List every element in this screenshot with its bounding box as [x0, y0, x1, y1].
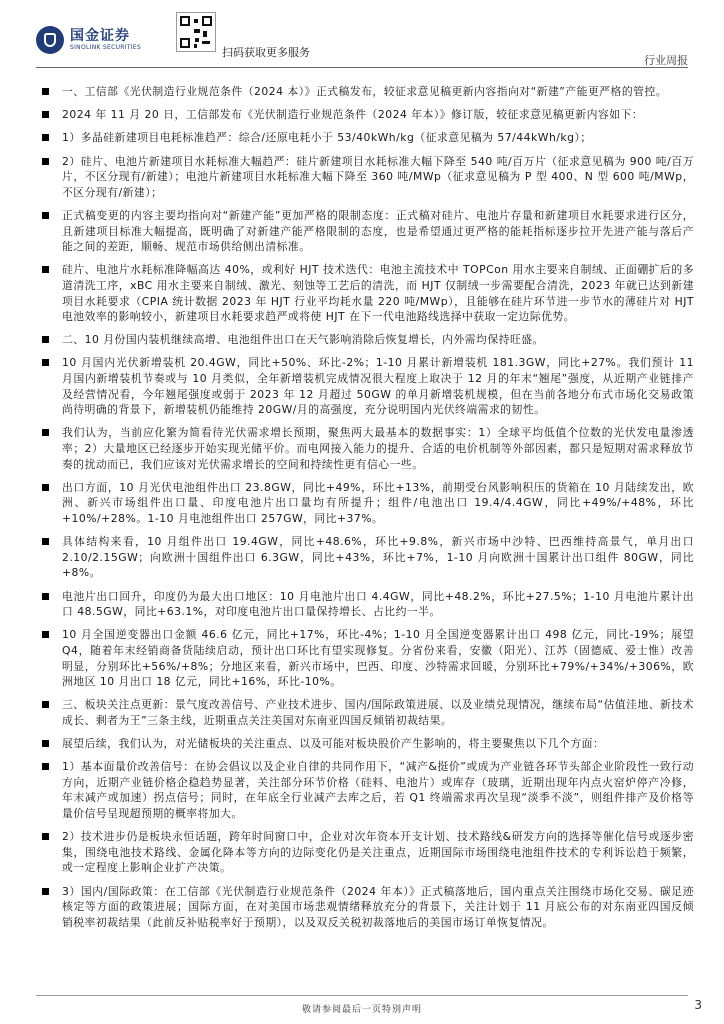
paragraph-text: 2024 年 11 月 20 日，工信部发布《光伏制造行业规范条件（2024 年本）》修订版，较征求意见稿更新内容如下：: [62, 108, 644, 122]
paragraph-text: 10 月国内光伏新增装机 20.4GW，同比+50%、环比-2%；1-10 月累计新增装机 181.3GW，同比+27%。我们预计 11 月国内新增装机节奏或与 10 月类似，全年新增装机完成情况很大程度上取决于 12 月的年末“翘尾”强度，从近期产业链排产及经营情况看，今年翘尾强度或弱于 2023 年 12 月超过 50GW 的单月新增装机规模，但在当前各地分布式市场化交易政策尚待明确的背景下，新增装机仍能维持 20GW/月的高强度，充分说明国内光伏终端需求的韧性。: [62, 356, 694, 417]
header-divider: [36, 67, 688, 68]
paragraph-text: 电池片出口回升，印度仍为最大出口地区：10 月电池片出口 4.4GW，同比+48.2%，环比+27.5%；1-10 月电池片累计出口 48.5GW，同比+63.1%，对印度电池片出口量保持增长、占比约一半。: [62, 589, 694, 619]
bullet-paragraph: [42, 130, 694, 146]
bullet-paragraph: [42, 84, 694, 100]
bullet-paragraph: [42, 627, 694, 689]
bullet-square-icon: [42, 429, 49, 436]
paragraph-text: 1）基本面量价改善信号：在协会倡议以及企业自律的共同作用下，“减产&挺价”或成为产业链各环节头部企业阶段性一致行动方向，近期产业链价格企稳趋势显著，关注部分环节价格（硅料、电池片）或库存（玻璃，近期出现年内点火窑炉停产冷修，年末减产或加速）拐点信号；同时，在年底全行业减产去库之后，若 Q1 终端需求再次呈现“淡季不淡”，则组件排产及价格等量价信号呈现超预期的概率将加大。: [62, 760, 694, 821]
footer-divider: [36, 995, 688, 996]
bullet-square-icon: [42, 593, 49, 600]
bullet-square-icon: [42, 888, 49, 895]
qr-code-icon[interactable]: [176, 12, 216, 52]
bullet-square-icon: [42, 740, 49, 747]
bullet-paragraph: [42, 759, 694, 821]
bullet-square-icon: [42, 484, 49, 491]
paragraph-text: 二、10 月份国内装机继续高增、电池组件出口在天气影响消除后恢复增长，内外需均保持旺盛。: [62, 333, 544, 347]
logo-emblem-icon: [36, 26, 64, 54]
page-number: 3: [694, 998, 702, 1012]
paragraph-text: 1）多晶硅新建项目电耗标准趋严：综合/还原电耗小于 53/40kWh/kg（征求意见稿为 57/44kWh/kg）；: [62, 131, 592, 145]
bullet-paragraph: [42, 154, 694, 201]
bullet-paragraph: [42, 107, 694, 123]
paragraph-text: 具体结构来看，10 月组件出口 19.4GW，同比+48.6%，环比+9.8%，新兴市场中沙特、巴西维持高景气，单月出口 2.10/2.15GW；向欧洲十国组件出口 6.3GW，同比+43%，环比+7%，1-10 月向欧洲十国累计出口组件 80GW，同比+8%。: [62, 535, 694, 580]
paragraph-text: 硅片、电池片水耗标准降幅高达 40%，或利好 HJT 技术迭代：电池主流技术中 TOPCon 用水主要来自制绒、正面硼扩后的多道清洗工序，xBC 用水主要来自制绒、激光、刻蚀等工艺后的清洗，而 HJT 仅制绒一步需要配合清洗，2023 年就已达到新建项目水耗要求（CPIA 统计数据 2023 年 HJT 行业平均耗水量 220 吨/MWp），且能够在硅片环节进一步节水的薄硅片对 HJT 电池效率的影响较小，新建项目水耗要求趋严或将使 HJT 在下一代电池路线选择中获取一定边际优势。: [62, 263, 694, 324]
paragraph-text: 出口方面，10 月光伏电池组件出口 23.8GW，同比+49%，环比+13%，前期受台风影响积压的货箱在 10 月陆续发出，欧洲、新兴市场组件出口量、印度电池片出口量均有所提升；组件/电池出口 19.4/4.4GW，同比+49%/+48%，环比+10%/+28%。1-10 月电池组件出口 257GW，同比+37%。: [62, 480, 694, 525]
bullet-square-icon: [42, 336, 49, 343]
bullet-square-icon: [42, 88, 49, 95]
bullet-paragraph: [42, 884, 694, 931]
bullet-square-icon: [42, 266, 49, 273]
bullet-paragraph: [42, 534, 694, 581]
bullet-paragraph: [42, 697, 694, 728]
bullet-square-icon: [42, 359, 49, 366]
paragraph-text: 展望后续，我们认为，对光储板块的关注重点、以及可能对板块股价产生影响的，将主要聚焦以下几个方面：: [62, 737, 605, 751]
paragraph-text: 2）硅片、电池片新建项目水耗标准大幅趋严：硅片新建项目水耗标准大幅下降至 540 吨/百万片（征求意见稿为 900 吨/百万片，不区分现有/新建）；电池片新建项目水耗标准大幅下降至 360 吨/MWp（征求意见稿为 P 型 400、N 型 600 吨/MWp，不区分现有/新建）；: [62, 154, 694, 199]
bullet-square-icon: [42, 538, 49, 545]
company-logo: [36, 26, 141, 54]
paragraph-text: 一、工信部《光伏制造行业规范条件（2024 本）》正式稿发布，较征求意见稿更新内容指向对“新建”产能更严格的管控。: [62, 85, 668, 98]
report-body: [42, 84, 694, 938]
bullet-paragraph: [42, 262, 694, 324]
bullet-paragraph: [42, 425, 694, 472]
bullet-paragraph: [42, 332, 694, 348]
footer-disclaimer: 敬请参阅最后一页特别声明: [301, 1005, 422, 1015]
bullet-paragraph: [42, 829, 694, 876]
paragraph-text: 三、板块关注点更新：景气度改善信号、产业技术进步、国内/国际政策进展、以及业绩兑现情况，继续布局“估值洼地、新技术成长、剩者为王”三条主线，近期重点关注美国对东南亚四国反倾销初裁结果。: [62, 698, 694, 727]
paragraph-text: 10 月全国逆变器出口金额 46.6 亿元，同比+17%，环比-4%；1-10 月全国逆变器累计出口 498 亿元，同比-19%；展望 Q4，随着年末经销商备货陆续启动，预计出口环比有望实现修复。分省份来看，安徽（阳光）、江苏（固德威、爱士惟）改善明显，分别环比+56%/+8%；分地区来看，新兴市场中，巴西、印度、沙特需求回暖，分别环比+79%/+34%/+306%，欧洲地区 10 月出口 18 亿元，同比+16%，环比-10%。: [62, 628, 694, 689]
page-header: [0, 0, 724, 74]
bullet-paragraph: [42, 736, 694, 752]
paragraph-text: 正式稿变更的内容主要均指向对“新建产能”更加严格的限制态度：正式稿对硅片、电池片存量和新建项目水耗要求进行区分，且新建项目标准大幅提高，既明确了对新建产能严格限制的态度，也是希望通过更严格的能耗指标逐步拉开先进产能与落后产能之间的差距，顺畅、规范市场供给侧出清标准。: [62, 208, 694, 254]
bullet-square-icon: [42, 212, 49, 219]
bullet-paragraph: [42, 480, 694, 527]
report-type-label: 行业周报: [644, 54, 688, 67]
paragraph-text: 2）技术进步仍是板块永恒话题，跨年时间窗口中，企业对次年资本开支计划、技术路线&研发方向的选择等催化信号或逐步密集，围绕电池技术路线、金属化降本等方向的边际变化仍是关注重点，近期国际市场围绕电池组件技术的专利诉讼趋于频繁，或一定程度上影响企业扩产决策。: [62, 830, 694, 875]
bullet-paragraph: [42, 589, 694, 620]
bullet-square-icon: [42, 701, 49, 708]
bullet-square-icon: [42, 134, 49, 141]
bullet-square-icon: [42, 111, 49, 118]
logo-english-name: SINOLINK SECURITIES: [70, 44, 142, 51]
logo-chinese-name: 国金证券: [70, 28, 130, 44]
bullet-paragraph: [42, 208, 694, 255]
bullet-square-icon: [42, 158, 49, 165]
bullet-square-icon: [42, 763, 49, 770]
bullet-paragraph: [42, 355, 694, 417]
paragraph-text: 3）国内/国际政策：在工信部《光伏制造行业规范条件（2024 年本）》正式稿落地后，国内重点关注围绕市场化交易、碳足迹核定等方面的政策进展；国际方面，在对美国市场悲观情绪释放充分的背景下，关注计划于 11 月底公布的对东南亚四国反倾销税率初裁结果（此前反补贴税率好于预期），以及双反关税初裁落地后的美国市场订单恢复情况。: [62, 884, 694, 929]
paragraph-text: 我们认为，当前应化繁为简看待光伏需求增长预期，聚焦两大最基本的数据事实：1）全球平均低值个位数的光伏发电量渗透率；2）大量地区已经逐步开始实现光储平价。而电网接入能力的提升、合适的电价机制等外部因素，都只是短期对需求释放节奏的扰动而已，我们应该对光伏需求增长的空间和持续性更有信心一些。: [62, 426, 694, 471]
bullet-square-icon: [42, 833, 49, 840]
scan-for-services-label: 扫码获取更多服务: [222, 46, 310, 59]
bullet-square-icon: [42, 631, 49, 638]
